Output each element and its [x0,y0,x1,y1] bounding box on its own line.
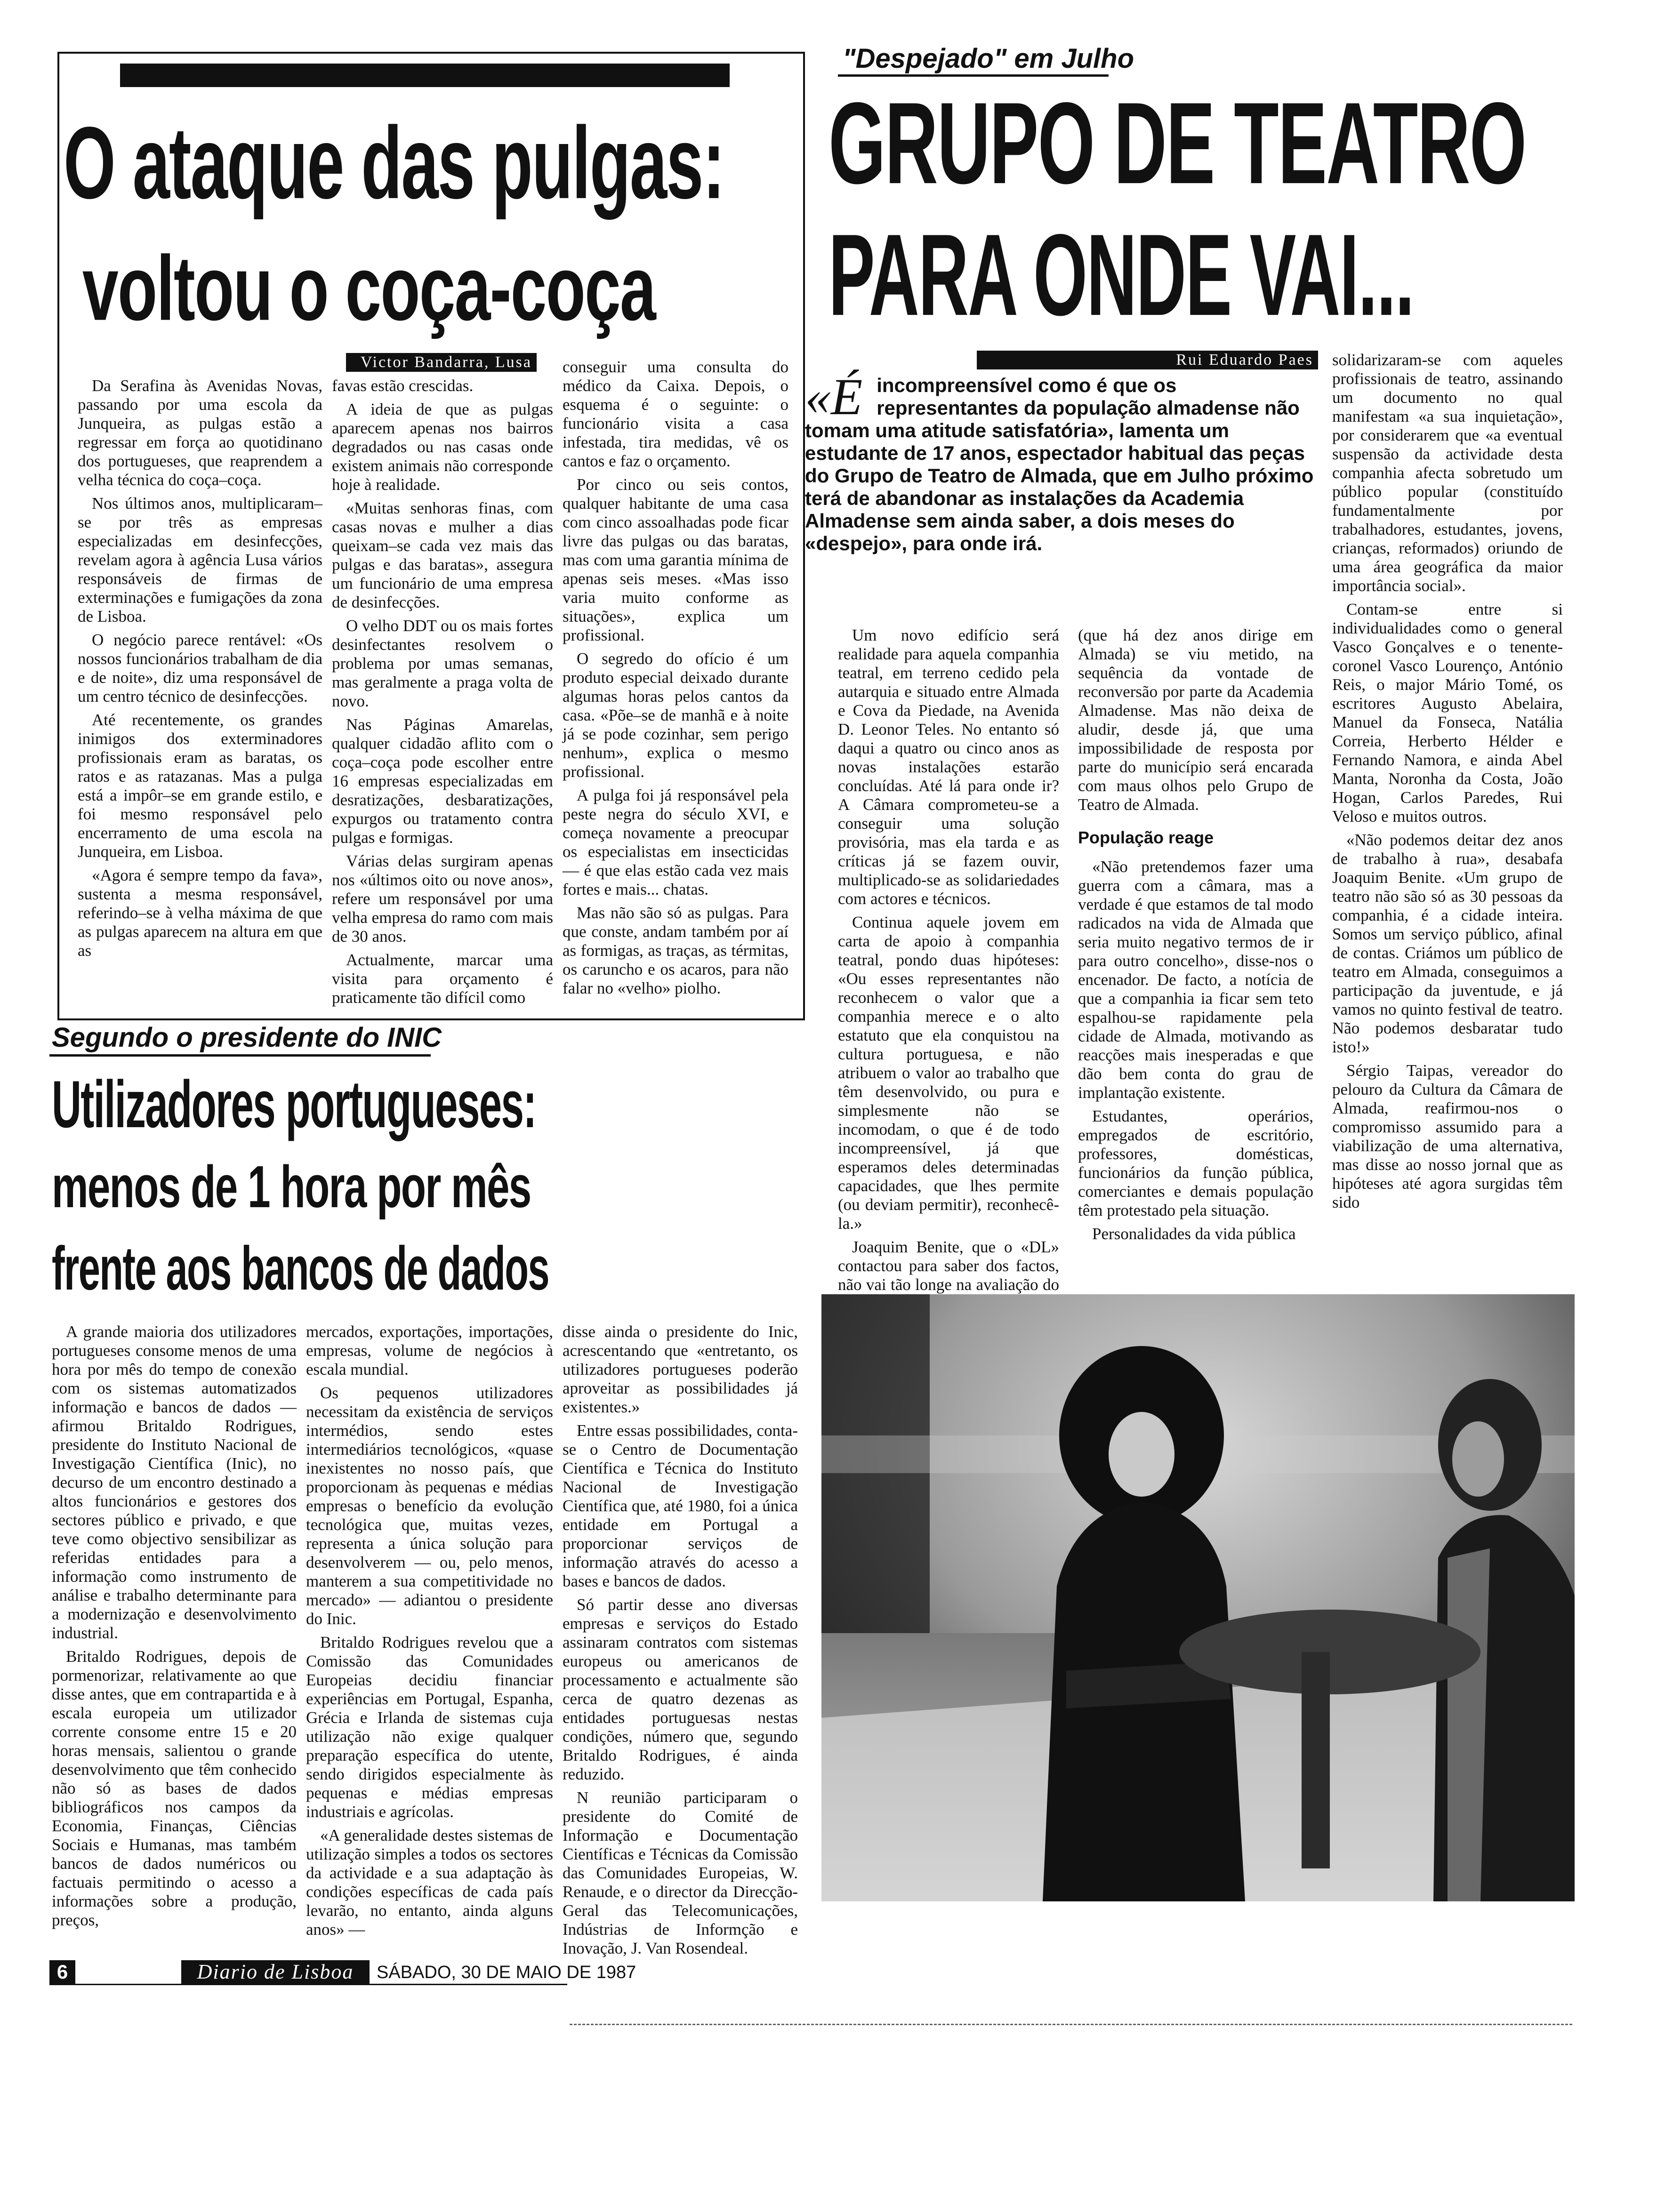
teatro-col3-p3: «Não podemos deitar dez anos de trabalho à rua», desabafa Joaquim Benite. «Um grupo de teatro não são só as 30 pessoas da companhia, é a cidade inteira. Somos um serviço público, afinal de contas. Criámos um público de teatro em Almada, conseguimos a participação da juventude, e já vamos no quinto festival de teatro. Não podemos desbaratar tudo isto!» [1332,831,1563,1056]
inic-col-3 [563,1322,798,1963]
inic-col3-p1: disse ainda o presidente do Inic, acrescentando que «entretanto, os utilizadores portugueses poderão aproveitar as possibilidades já existentes.» [563,1322,798,1416]
flea-col2-p4: O velho DDT ou os mais fortes desinfectantes resolvem o problema por umas semanas, mas geralmente a praga volta de novo. [332,617,553,710]
teatro-lead [805,368,1318,555]
masthead-logo: Diario de Lisboa [181,1960,370,1984]
flea-col2-p7: Actualmente, marcar uma visita para orçamento é praticamente tão difícil como [332,951,553,1007]
teatro-title-line2: PARA ONDE VAI... [828,210,1414,340]
footer-date: SÁBADO, 30 DE MAIO DE 1987 [377,1963,636,1982]
inic-title-line2: menos de 1 hora por mês [52,1154,531,1220]
flea-col-1 [78,377,322,965]
teatro-kicker: "Despejado" em Julho [843,43,1134,74]
flea-col2-p2: A ideia de que as pulgas aparecem apenas nos bairros degradados ou nas casas onde existem animais não corresponde hoje à realidade. [332,400,553,494]
teatro-col2b-p3: Personalidades da vida pública [1092,1225,1296,1243]
footer-rule [49,1984,567,1985]
flea-col2-p5: Nas Páginas Amarelas, qualquer cidadão aflito com o coça–coça pode escolher entre 16 empresas especializadas em desratizações, desbaratizações, expurgos ou tratamento contra pulgas e formigas. [332,715,553,847]
flea-title-line2: voltou o coça-coça [82,236,655,340]
inic-col-1 [52,1322,297,1934]
teatro-title-line1: GRUPO DE TEATRO [828,79,1526,208]
inic-col3-p3: Só partir desse ano diversas empresas e serviços do Estado assinaram contratos com sistemas europeus ou americanos de processamento e actualmente são cerca de quatro dezenas as entidades portuguesas nestas condições, número que, segundo Britaldo Rodrigues, é ainda reduzido. [563,1595,798,1783]
flea-col3-p3: O segredo do ofício é um produto especial deixado durante algumas horas pelos cantos da casa. «Põe–se de manhã e à noite já se pode cozinhar, sem perigo nenhum», explica o mesmo profissional. [563,649,788,781]
flea-byline: Victor Bandarra, Lusa [346,353,537,372]
flea-col-3 [563,358,788,1002]
teatro-byline: Rui Eduardo Paes [977,351,1318,369]
flea-col3-p1: conseguir uma consulta do médico da Caixa. Depois, o esquema é o seguinte: o funcionário visita a casa infestada, tira medidas, vê os cantos e faz o orçamento. [563,358,788,470]
flea-col1-p4: Até recentemente, os grandes inimigos dos exterminadores profissionais eram as baratas, os ratos e as ratazanas. Mas a pulga está a impôr–se em grande estilo, e foi mesmo responsável pelo encerramento de uma escola na Junqueira, em Lisboa. [78,711,322,861]
teatro-photo-image [821,1294,1575,1901]
teatro-col3-p1: solidarizaram-se com aqueles profissionais de teatro, assinando um documento no qual manifestam «a sua inquietação», por considerarem que «a eventual suspensão da actividade desta companhia afecta sobretudo um público popular (constituído fundamentalmente por trabalhadores, estudantes, jovens, crianças, reformados) oriundo de uma área geográfica da maior importância social». [1332,351,1563,595]
flea-col3-p5: Mas não são só as pulgas. Para que conste, andam também por aí as formigas, as traças, as térmitas, os caruncho e os acaros, para não falar no «velho» piolho. [563,904,788,997]
teatro-col1-p3: Joaquim Benite, que o «DL» contactou para saber dos factos, não vai tão longe na avaliação do [838,1238,1059,1294]
inic-kicker: Segundo o presidente do INIC [52,1022,442,1053]
inic-col2-p2: Os pequenos utilizadores necessitam da existência de serviços intermédios, sendo estes intermediários tecnológicos, «quase inexistentes no nosso país, que proporcionam às pequenas e médias empresas o benefício da evolução tecnológica que, muitas vezes, representa a única solução para desenvolverem — ou, pelo menos, manterem a sua competitividade no mercado» — adiantou o presidente do Inic. [306,1384,553,1628]
teatro-col2a-p1: (que há dez anos dirige em Almada) se viu metido, na sequência da vontade de reconversão por parte da Academia Almadense. Mas não deixa de aludir, desde já, que uma impossibilidade de resposta por parte do município será encarada com maus olhos pelo Grupo de Teatro de Almada. [1078,626,1313,814]
inic-col-2 [306,1322,553,1944]
teatro-col2b-p2: Estudantes, operários, empregados de escritório, professores, domésticas, funcionários da função pública, comerciantes e demais população têm protestado pela situação. [1078,1107,1313,1219]
teatro-col-2 [1078,626,1313,1248]
flea-col-2 [332,377,553,1012]
flea-col3-p2: Por cinco ou seis contos, qualquer habitante de uma casa com cinco assoalhadas pode ficar livre das pulgas ou das baratas, mas com uma garantia mínima de apenas seis meses. «Mas isso varia muito conforme as situações», explica um profissional. [563,475,788,644]
teatro-col-3 [1332,351,1563,1217]
teatro-lead-quote: «É [805,368,863,425]
teatro-col1-p2: Continua aquele jovem em carta de apoio à companhia teatral, pondo duas hipóteses: «Ou esses representantes não reconhecem o valor que a companhia merece e o alto estatuto que ela conquistou na cultura portuguesa, e não atribuem o valor ao trabalho que têm desenvolvido, ou pura e simplesmente não se incomodam, o que é de todo incompreensível, já que esperamos deles determinadas capacidades, que lhes permite (ou deviam permitir), reconhecê-la.» [838,913,1059,1233]
flea-col3-p4: A pulga foi já responsável pela peste negra do século XVI, e começa novamente a preocupar os especialistas em insecticidas — é que elas estão cada vez mais fortes e mais... chatas. [563,786,788,898]
inic-title-line1: Utilizadores portugueses: [52,1067,536,1142]
flea-col2-p6: Várias delas surgiram apenas nos «últimos oito ou nove anos», refere um responsável por uma velha empresa do ramo com mais de 30 anos. [332,852,553,946]
inic-col1-p1: A grande maioria dos utilizadores portugueses consome menos de uma hora por mês do tempo de conexão com os sistemas automatizados informação e bancos de dados — afirmou Britaldo Rodrigues, presidente do Instituto Nacional de Investigação Científica (Inic), no decurso de um encontro destinado a altos funcionários e gestores dos sectores público e privado, e que teve como objectivo sensibilizar as referidas entidades para a informação como instrumento de análise e trabalho determinante para a modernização e desenvolvimento industrial. [52,1322,297,1642]
inic-col2-p3: Britaldo Rodrigues revelou que a Comissão das Comunidades Europeias decidiu financiar experiências em Portugal, Espanha, Grécia e Irlanda de sistemas cuja utilização não exige qualquer preparação específica do utente, sendo dirigidos especialmente às pequenas e médias empresas industriais e agrícolas. [306,1633,553,1821]
flea-col1-p3: O negócio parece rentável: «Os nossos funcionários trabalham de dia e de noite», diz uma responsável de um centro técnico de desinfecções. [78,631,322,705]
teatro-col1-p1: Um novo edifício será realidade para aquela companhia teatral, em terreno cedido pela autarquia e situado entre Almada e Cova da Piedade, na Avenida D. Leonor Teles. No entanto só daqui a quatro ou cinco anos as novas instalações estarão concluídas. Até lá para onde ir? A Câmara comprometeu-se a conseguir uma solução provisória, mas ela tarda e as críticas já se fazem ouvir, multiplicado-se as solidariedades com actores e técnicos. [838,626,1059,908]
inic-col3-p2: Entre essas possibilidades, conta-se o Centro de Documentação Científica e Técnica do Instituto Nacional de Investigação Científica que, até 1980, foi a única entidade em Portugal a proporcionar serviços de informação através do acesso a bases e bancos de dados. [563,1421,798,1590]
flea-col1-p1: Da Serafina às Avenidas Novas, passando por uma escola da Junqueira, as pulgas estão a regressar em força ao quotidinano dos portugueses, que reaprendem a velha técnica do coça–coça. [78,377,322,489]
teatro-col3-p4: Sérgio Taipas, vereador do pelouro da Cultura da Câmara de Almada, reafirmou-nos o compromisso assumido para a viabilização de uma alternativa, mas disse ao nosso jornal que as hipóteses até agora surgidas têm sido [1332,1061,1563,1211]
flea-col1-p2: Nos últimos anos, multiplicaram–se por três as empresas especializadas em desinfecções, revelam agora à agência Lusa vários responsáveis de firmas de exterminações e fumigações da zona de Lisboa. [78,494,322,625]
flea-top-bar [120,64,730,87]
teatro-col3-p2: Contam-se entre si individualidades como o general Vasco Gonçalves e o tenente-coronel Vasco Lourenço, António Reis, o major Mário Tomé, os escritores Augusto Abelaira, Manuel da Fonseca, Natália Correia, Herberto Hélder e Fernando Namora, e ainda Abel Manta, Noronha da Costa, João Hogan, Carlos Paredes, Rui Veloso e muitos outros. [1332,600,1563,825]
inic-col2-p4: «A generalidade destes sistemas de utilização simples a todos os sectores da actividade e a sua adaptação às condições específicas de cada país levarão, no entanto, ainda alguns anos» — [306,1826,553,1939]
teatro-photo [821,1294,1575,1901]
flea-col2-p3: «Muitas senhoras finas, com casas novas e mulher a dias queixam–se cada vez mais das pulgas e das baratas», assegura um funcionário de uma empresa de desinfecções. [332,499,553,611]
inic-kicker-underline [49,1054,431,1057]
flea-col1-p5: «Agora é sempre tempo da fava», sustenta a mesma responsável, referindo–se à velha máxima de que as pulgas aparecem na altura em que as [78,866,322,960]
inic-title-line3: frente aos bancos de dados [52,1234,549,1303]
flea-title-line1: O ataque das pulgas: [64,105,724,220]
footer-rule-dashed [570,2024,1572,2025]
teatro-subhead: População reage [1078,828,1214,847]
teatro-lead-text: incompreensível como é que os representantes da população almadense não tomam uma atitude satisfatória», lamenta um estudante de 17 anos, espectador habitual das peças do Grupo de Teatro de Almada, que em Julho próximo terá de abandonar as instalações da Academia Almadense sem ainda saber, a dois meses do «despejo», para onde irá. [805,374,1314,554]
page-number: 6 [49,1960,75,1984]
inic-col2-p1: mercados, exportações, importações, empresas, volume de negócios à escala mundial. [306,1322,553,1378]
inic-col1-p2: Britaldo Rodrigues, depois de pormenorizar, relativamente ao que disse antes, que em contrapartida e à escala europeia um utilizador corrente consome entre 15 e 20 horas mensais, salientou o grande desenvolvimento que têm conhecido não só as bases de dados bibliográficos nos campos da Economia, Finanças, Ciências Sociais e Humanas, mas também bancos de dados numéricos ou factuais permitindo o acesso a informações sobre a produção, preços, [52,1647,297,1929]
teatro-col-1 [838,626,1059,1318]
teatro-col2b-p1: «Não pretendemos fazer uma guerra com a câmara, mas a verdade é que estamos de tal modo radicados na vida de Almada que seria muito negativo termos de ir para outro concelho», disse-nos o encenador. De facto, a notícia de que a companhia ia ficar sem teto espalhou-se rapidamente pela cidade de Almada, motivando as reacções mais inesperadas e que dão bem conta do grau de implantação existente. [1078,858,1313,1102]
flea-col2-p1: favas estão crescidas. [332,377,474,395]
inic-col3-p4: N reunião participaram o presidente do Comité de Informação e Documentação Científicas e Técnicas da Comissão das Comunidades Europeias, W. Renaude, e o director da Direcção-Geral das Telecomunicações, Indústrias de Informção e Inovação, J. Van Rosendeal. [563,1788,798,1957]
